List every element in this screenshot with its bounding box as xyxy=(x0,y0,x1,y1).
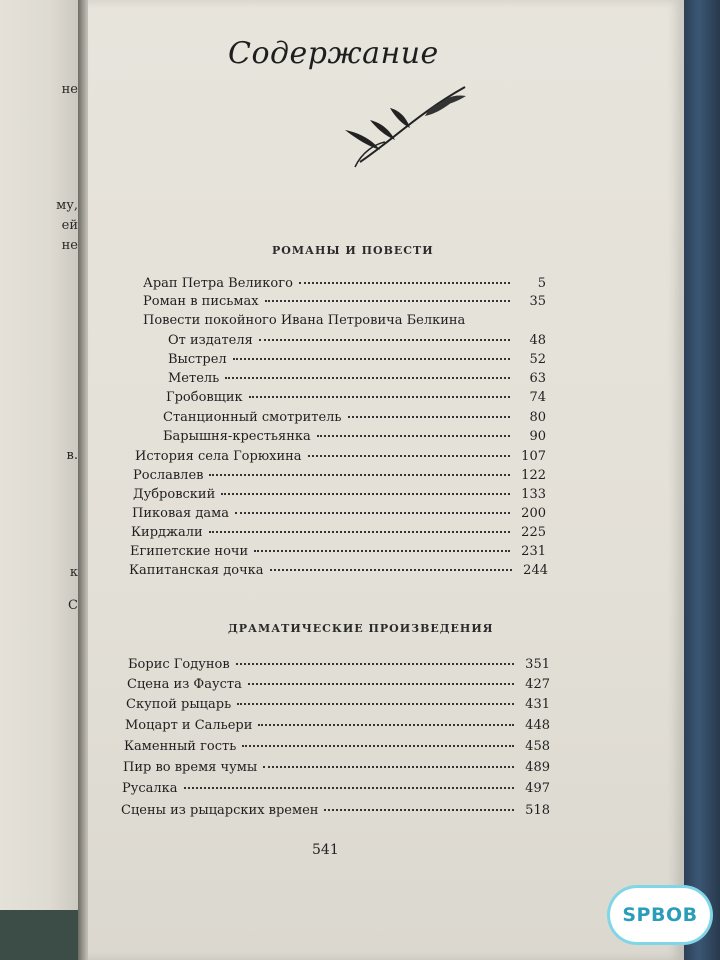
toc-entry[interactable] xyxy=(132,506,546,525)
book-cover-edge xyxy=(684,0,720,960)
facing-page-text: не xyxy=(61,238,78,253)
toc-entry-page: 351 xyxy=(525,657,550,672)
facing-page-text: не xyxy=(61,82,78,97)
watermark-badge: SPBOB xyxy=(610,888,710,942)
toc-entry-title: Египетские ночи xyxy=(130,544,249,559)
toc-leader xyxy=(184,787,514,789)
section-title-dramas: ДРАМАТИЧЕСКИЕ ПРОИЗВЕДЕНИЯ xyxy=(228,622,494,635)
toc-entry[interactable] xyxy=(121,803,550,822)
toc-leader xyxy=(249,396,510,398)
page-number: 541 xyxy=(312,842,339,858)
toc-entry-title: Барышня-крестьянка xyxy=(163,429,311,444)
toc-entry-title: Гробовщик xyxy=(166,390,243,405)
toc-leader xyxy=(209,474,510,476)
toc-entry-title: Роман в письмах xyxy=(143,294,259,309)
toc-entry-page: 497 xyxy=(525,781,550,796)
toc-entry-page: 80 xyxy=(529,410,546,425)
toc-entry-page: 90 xyxy=(529,429,546,444)
toc-entry-title: Повести покойного Ивана Петровича Белкина xyxy=(143,313,466,328)
toc-entry-page: 107 xyxy=(521,449,546,464)
toc-leader xyxy=(209,531,510,533)
toc-entry-title: Дубровский xyxy=(133,487,216,502)
toc-entry-page: 74 xyxy=(529,390,546,405)
toc-leader xyxy=(248,683,514,685)
toc-entry-title: Арап Петра Великого xyxy=(143,276,293,291)
toc-leader xyxy=(225,377,510,379)
toc-entry-page: 489 xyxy=(525,760,550,775)
toc-leader xyxy=(265,300,510,302)
table-surface xyxy=(0,910,82,960)
toc-entry-title: Сцена из Фауста xyxy=(127,677,242,692)
facing-page-text: в. xyxy=(66,448,78,463)
toc-entry-title: Каменный гость xyxy=(124,739,237,754)
toc-entry[interactable] xyxy=(163,410,546,429)
toc-entry-page: 225 xyxy=(521,525,546,540)
toc-entry[interactable] xyxy=(143,276,546,295)
toc-entry-title: Рославлев xyxy=(133,468,204,483)
toc-entry-page: 448 xyxy=(525,718,550,733)
section-title-novels: РОМАНЫ И ПОВЕСТИ xyxy=(272,244,434,257)
toc-entry[interactable] xyxy=(168,333,546,352)
toc-entry[interactable] xyxy=(135,449,546,468)
toc-entry[interactable] xyxy=(143,313,546,332)
toc-entry-page: 244 xyxy=(523,563,548,578)
toc-leader xyxy=(263,766,514,768)
toc-entry-page: 427 xyxy=(525,677,550,692)
toc-entry-page: 48 xyxy=(529,333,546,348)
toc-entry-page: 133 xyxy=(521,487,546,502)
wheat-sprig-icon xyxy=(340,72,470,172)
toc-entry-title: Русалка xyxy=(122,781,178,796)
toc-entry-page: 231 xyxy=(521,544,546,559)
toc-entry-page: 518 xyxy=(525,803,550,818)
toc-entry-title: Капитанская дочка xyxy=(129,563,264,578)
toc-entry[interactable] xyxy=(168,371,546,390)
toc-entry-title: Пиковая дама xyxy=(132,506,229,521)
toc-leader xyxy=(348,416,511,418)
toc-entry[interactable] xyxy=(131,525,546,544)
toc-entry-title: Борис Годунов xyxy=(128,657,230,672)
facing-page xyxy=(0,0,82,960)
toc-leader xyxy=(270,569,512,571)
toc-entry-title: Пир во время чумы xyxy=(123,760,258,775)
toc-leader xyxy=(233,358,510,360)
toc-leader xyxy=(324,809,514,811)
toc-entry-title: Выстрел xyxy=(168,352,227,367)
toc-entry[interactable] xyxy=(133,468,546,487)
toc-leader xyxy=(308,455,510,457)
toc-leader xyxy=(235,512,510,514)
toc-entry-title: Скупой рыцарь xyxy=(126,697,232,712)
toc-entry[interactable] xyxy=(129,563,548,582)
toc-entry[interactable] xyxy=(125,718,550,737)
toc-entry[interactable] xyxy=(163,429,546,448)
toc-entry[interactable] xyxy=(143,294,546,313)
toc-entry-title: От издателя xyxy=(168,333,253,348)
facing-page-text: ей xyxy=(61,218,78,233)
toc-entry-page: 5 xyxy=(537,276,546,291)
toc-entry-title: Станционный смотритель xyxy=(163,410,342,425)
toc-entry[interactable] xyxy=(130,544,546,563)
facing-page-text: к xyxy=(69,565,78,580)
toc-entry-page: 431 xyxy=(525,697,550,712)
toc-entry-title: Метель xyxy=(168,371,220,386)
toc-leader xyxy=(237,703,514,705)
toc-entry[interactable] xyxy=(128,657,550,676)
toc-leader xyxy=(259,339,510,341)
toc-entry-page: 458 xyxy=(525,739,550,754)
toc-entry[interactable] xyxy=(127,677,550,696)
toc-entry[interactable] xyxy=(166,390,546,409)
toc-entry-page: 200 xyxy=(521,506,546,521)
facing-page-text: С xyxy=(68,598,78,613)
toc-entry[interactable] xyxy=(122,781,550,800)
toc-leader xyxy=(242,745,514,747)
toc-leader xyxy=(299,282,510,284)
toc-leader xyxy=(258,724,514,726)
facing-page-text: му, xyxy=(56,198,78,213)
toc-entry-title: Кирджали xyxy=(131,525,203,540)
toc-entry-title: Сцены из рыцарских времен xyxy=(121,803,319,818)
toc-entry-title: Моцарт и Сальери xyxy=(125,718,253,733)
toc-leader xyxy=(221,493,510,495)
toc-entry[interactable] xyxy=(123,760,550,779)
toc-entry[interactable] xyxy=(133,487,546,506)
toc-entry-page: 35 xyxy=(529,294,546,309)
contents-heading: Содержание xyxy=(228,36,439,71)
toc-leader xyxy=(236,663,514,665)
toc-entry[interactable] xyxy=(126,697,550,716)
toc-entry[interactable] xyxy=(168,352,546,371)
toc-entry-page: 122 xyxy=(521,468,546,483)
toc-entry-page: 63 xyxy=(529,371,546,386)
toc-entry[interactable] xyxy=(124,739,550,758)
toc-entry-title: История села Горюхина xyxy=(135,449,302,464)
toc-entry-page: 52 xyxy=(529,352,546,367)
toc-leader xyxy=(317,435,510,437)
toc-leader xyxy=(254,550,510,552)
